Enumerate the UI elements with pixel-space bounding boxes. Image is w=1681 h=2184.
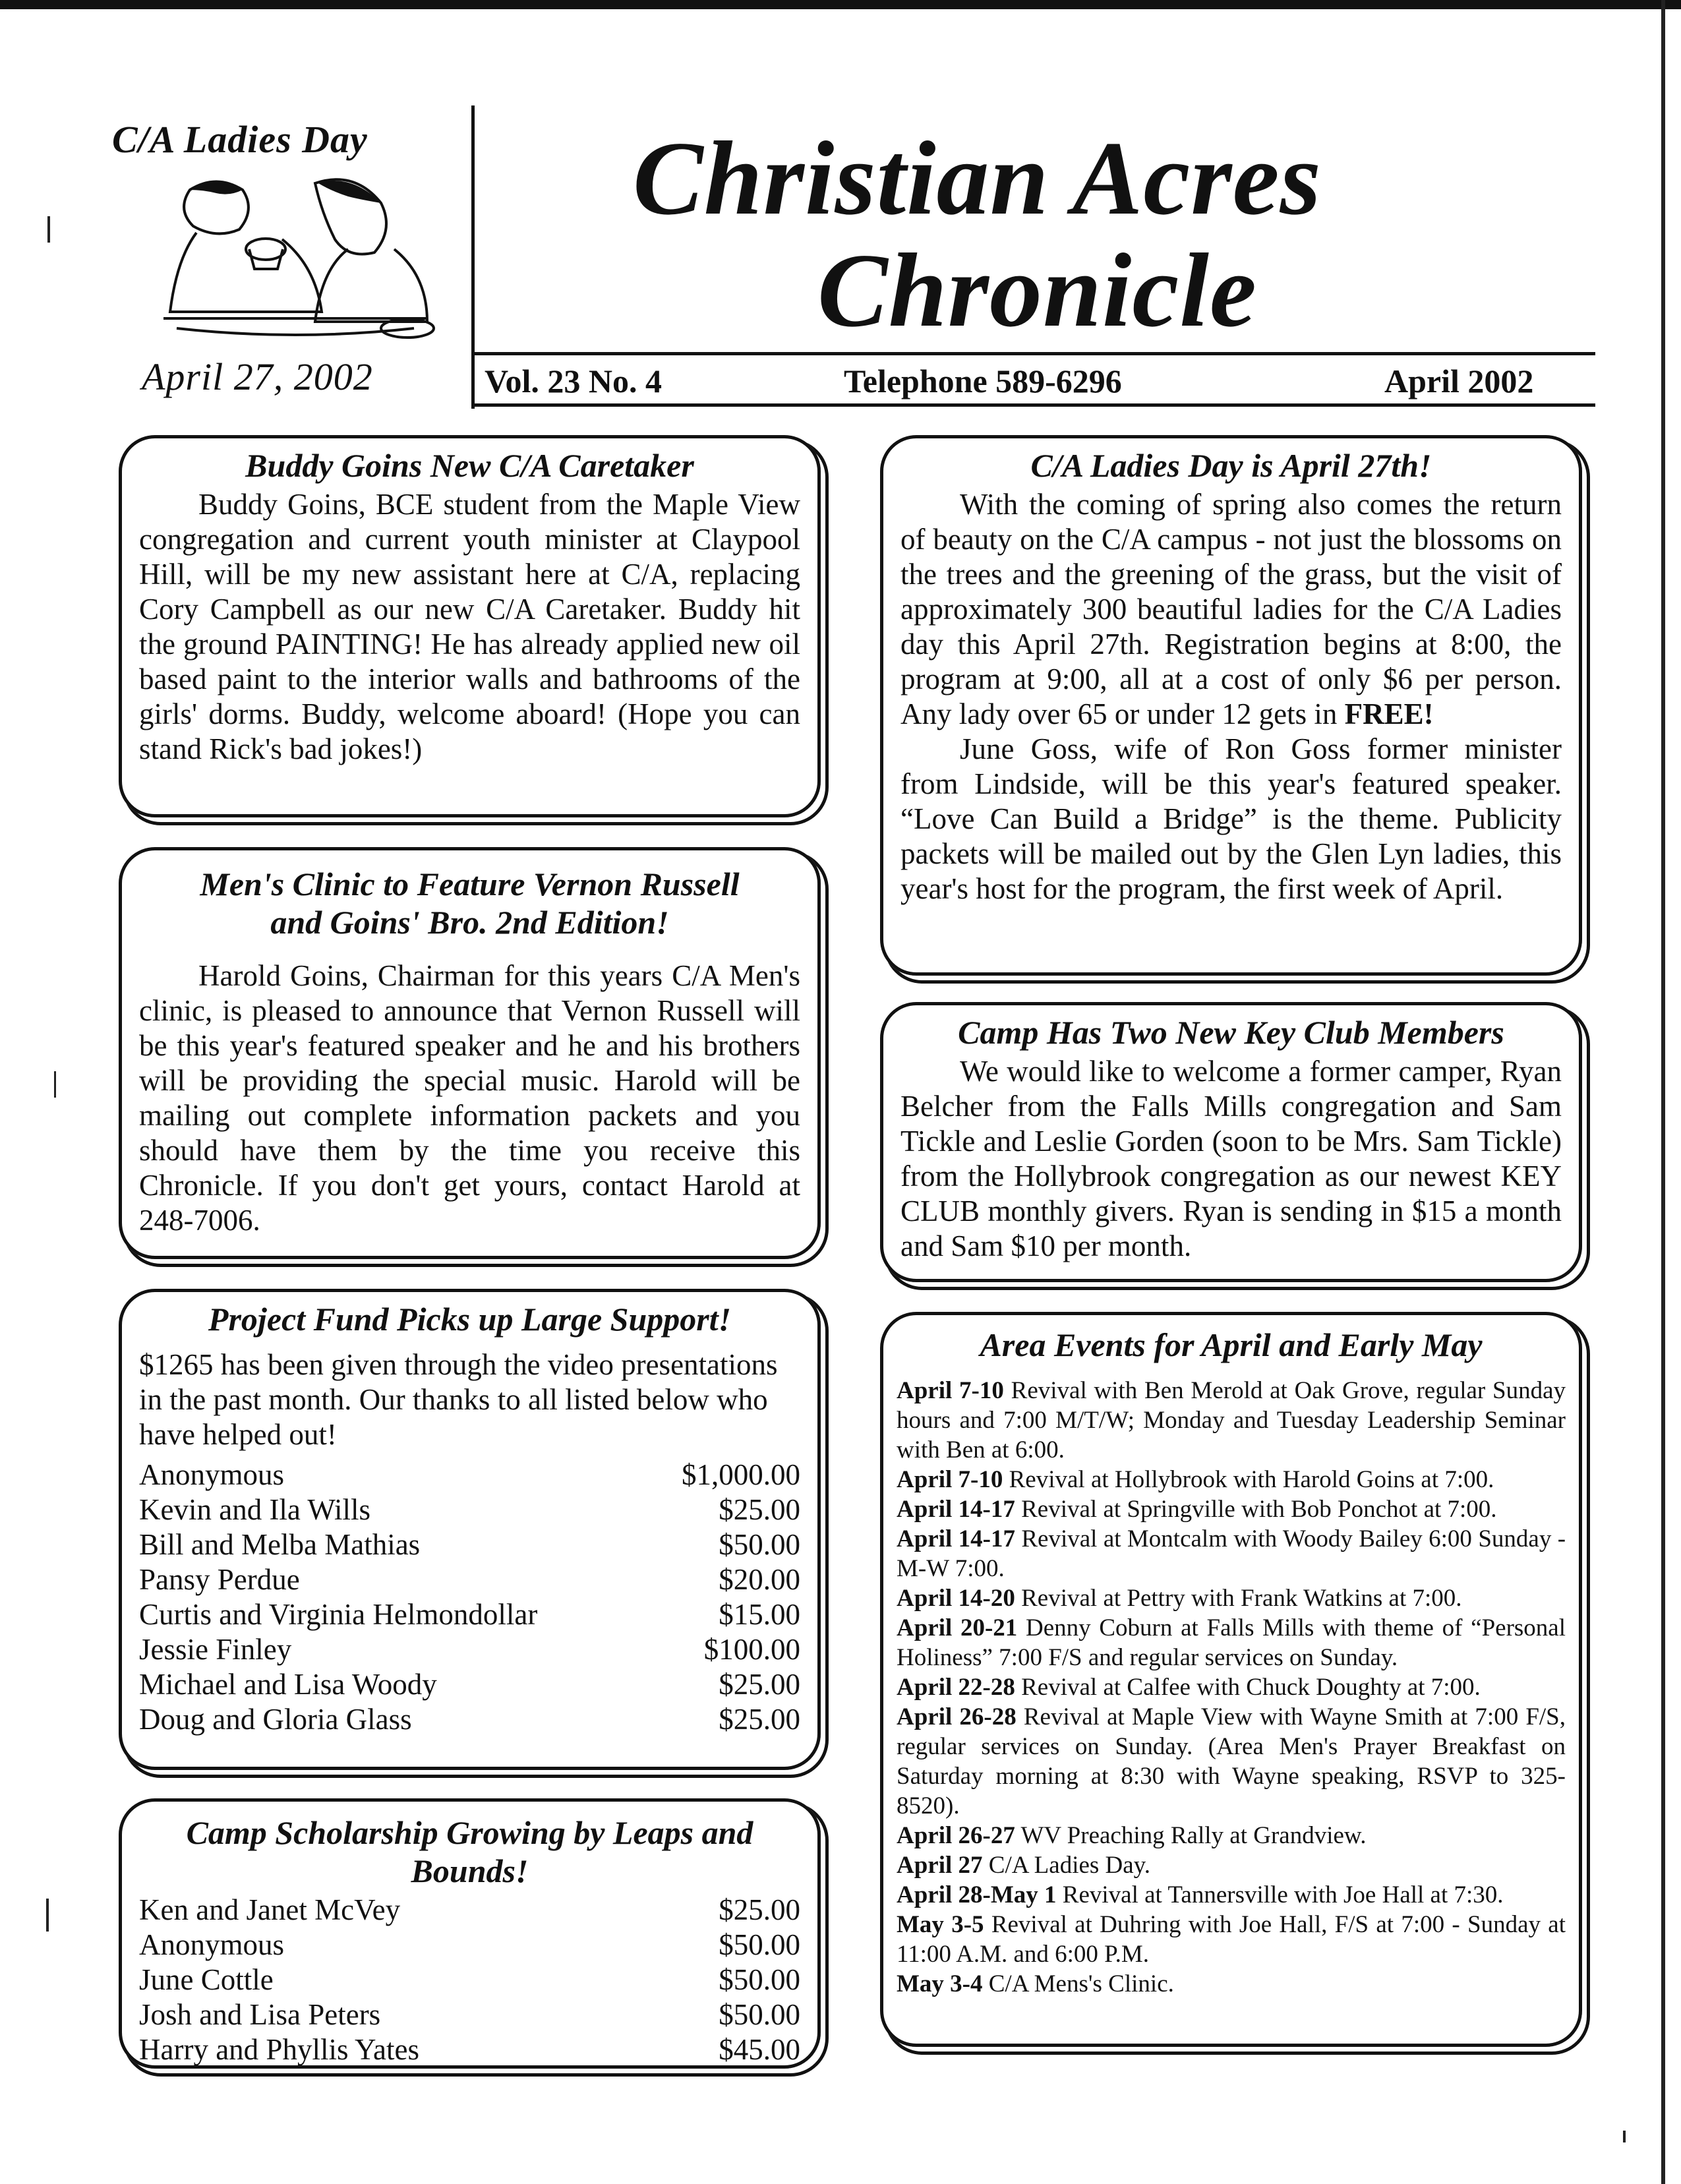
scan-mark xyxy=(54,1071,56,1098)
ladies-day-para1-text: With the coming of spring also comes the return of beauty on the C/A campus - not just the blossoms on the trees and the greening of the grass, but the visit of approximately 300 beautiful ladies for the C/A Ladies day this April 27th. Registration begins at 8:00, the program at 9:00, all at a cost of only $6 per person. Any lady over 65 or under 12 gets in xyxy=(900,488,1562,730)
event-description: Revival at Tannersville with Joe Hall at 7:30. xyxy=(1062,1881,1504,1908)
donor-row xyxy=(139,1702,800,1737)
newsletter-title-line1: Christian Acres xyxy=(633,119,1322,237)
event-date: April 7-10 xyxy=(897,1466,1003,1493)
area-events-title: Area Events for April and Early May xyxy=(980,1326,1483,1363)
donor-name: Ken and Janet McVey xyxy=(139,1893,401,1926)
mens-clinic-title-line1: Men's Clinic to Feature Vernon Russell xyxy=(200,866,740,902)
donor-amount: $25.00 xyxy=(719,1703,800,1736)
donor-name: Harry and Phyllis Yates xyxy=(139,2033,419,2066)
event-description: Revival at Duhring with Joe Hall, F/S at 7:00 - Sunday at 11:00 A.M. and 6:00 P.M. xyxy=(897,1911,1566,1968)
ladies-day-article-title: C/A Ladies Day is April 27th! xyxy=(1030,447,1432,484)
event-item xyxy=(897,1702,1566,1821)
ladies-day-title: C/A Ladies Day xyxy=(112,118,368,161)
donor-amount: $50.00 xyxy=(719,1928,800,1961)
mens-clinic-body: Harold Goins, Chairman for this years C/A Men's clinic, is pleased to announce that Vernon Russell will be this year's featured speaker and he and his brothers will be providing the special music. Harold will be mailing out complete information packets and you should have them by the time you receive this Chronicle. If you don't get yours, contact Harold at 248-7006. xyxy=(139,959,800,1237)
ladies-day-date: April 27, 2002 xyxy=(142,355,373,398)
donor-name: Josh and Lisa Peters xyxy=(139,1998,381,2031)
scan-mark xyxy=(1623,2131,1626,2142)
donor-amount: $25.00 xyxy=(719,1493,800,1526)
scan-mark xyxy=(46,1899,49,1932)
masthead-rule-bottom xyxy=(471,403,1595,407)
donor-row xyxy=(139,1963,800,1997)
caretaker-title: Buddy Goins New C/A Caretaker xyxy=(245,447,694,484)
donor-name: Anonymous xyxy=(139,1928,285,1961)
ladies-tea-illustration xyxy=(150,177,447,351)
donor-amount: $15.00 xyxy=(719,1598,800,1631)
volume-number: Vol. 23 No. 4 xyxy=(485,363,663,399)
donor-row xyxy=(139,1562,800,1597)
event-date: April 22-28 xyxy=(897,1674,1015,1701)
project-fund-title: Project Fund Picks up Large Support! xyxy=(208,1301,732,1338)
project-fund-donor-list xyxy=(139,1458,800,1737)
donor-name: Jessie Finley xyxy=(139,1633,292,1666)
event-description: Revival at Hollybrook with Harold Goins at 7:00. xyxy=(1009,1466,1494,1493)
event-date: April 26-27 xyxy=(897,1822,1015,1849)
event-date: May 3-4 xyxy=(897,1970,983,1997)
donor-amount: $50.00 xyxy=(719,1998,800,2031)
ladies-day-article xyxy=(880,435,1582,976)
donor-amount: $25.00 xyxy=(719,1668,800,1701)
event-date: April 28-May 1 xyxy=(897,1881,1057,1908)
donor-row xyxy=(139,1458,800,1492)
telephone: Telephone 589-6296 xyxy=(844,363,1122,399)
donor-amount: $45.00 xyxy=(719,2033,800,2066)
mens-clinic-title-line2: and Goins' Bro. 2nd Edition! xyxy=(270,904,669,941)
donor-name: June Cottle xyxy=(139,1963,274,1996)
donor-amount: $50.00 xyxy=(719,1963,800,1996)
caretaker-body: Buddy Goins, BCE student from the Maple View congregation and current youth minister at Claypool Hill, will be my new assistant here at C/A, replacing Cory Campbell as our new C/A Caretaker. Buddy hit the ground PAINTING! He has already applied new oil based paint to the interior walls and bathrooms of the girls' dorms. Buddy, welcome aboard! (Hope you can stand Rick's bad jokes!) xyxy=(139,488,800,765)
event-item xyxy=(897,1969,1566,1999)
donor-row xyxy=(139,1928,800,1963)
free-emphasis: FREE! xyxy=(1344,697,1434,730)
donor-row xyxy=(139,1492,800,1527)
donor-name: Doug and Gloria Glass xyxy=(139,1703,412,1736)
donor-row xyxy=(139,1527,800,1562)
event-item xyxy=(897,1524,1566,1583)
event-date: April 26-28 xyxy=(897,1703,1017,1730)
ladies-day-para1 xyxy=(900,487,1562,732)
event-item xyxy=(897,1821,1566,1850)
event-description: Revival at Springville with Bob Ponchot at 7:00. xyxy=(1021,1496,1497,1523)
donor-name: Pansy Perdue xyxy=(139,1563,300,1596)
event-date: April 27 xyxy=(897,1852,983,1879)
scholarship-article xyxy=(119,1798,821,2069)
donor-amount: $50.00 xyxy=(719,1528,800,1561)
event-description: C/A Ladies Day. xyxy=(988,1852,1151,1879)
event-description: WV Preaching Rally at Grandview. xyxy=(1020,1822,1367,1849)
issue-date: April 2002 xyxy=(1384,363,1534,399)
donor-name: Anonymous xyxy=(139,1458,285,1491)
event-description: Revival at Maple View with Wayne Smith at 7:00 F/S, regular services on Sunday. (Area Men's Prayer Breakfast on Saturday morning at 8:30 with Wayne speaking, RSVP to 325-8520). xyxy=(897,1703,1566,1819)
scan-mark xyxy=(47,216,50,243)
event-date: April 7-10 xyxy=(897,1377,1004,1404)
donor-name: Michael and Lisa Woody xyxy=(139,1668,437,1701)
scholarship-title-line2: Bounds! xyxy=(411,1852,529,1889)
masthead-divider xyxy=(471,105,475,409)
donor-row xyxy=(139,2032,800,2067)
event-item xyxy=(897,1494,1566,1524)
donor-amount: $1,000.00 xyxy=(682,1458,800,1491)
donor-name: Bill and Melba Mathias xyxy=(139,1528,421,1561)
event-item xyxy=(897,1910,1566,1969)
event-item xyxy=(897,1613,1566,1672)
donor-amount: $25.00 xyxy=(719,1893,800,1926)
donor-row xyxy=(139,1597,800,1632)
event-item xyxy=(897,1583,1566,1613)
event-date: April 14-17 xyxy=(897,1525,1015,1552)
event-item xyxy=(897,1672,1566,1702)
donor-row xyxy=(139,1667,800,1702)
event-item xyxy=(897,1465,1566,1494)
project-fund-intro: $1265 has been given through the video presentations in the past month. Our thanks to all listed below who have helped out! xyxy=(139,1348,778,1451)
scholarship-donor-list xyxy=(139,1893,800,2067)
masthead-rule-top xyxy=(471,352,1595,355)
event-date: April 14-17 xyxy=(897,1496,1015,1523)
donor-row xyxy=(139,1632,800,1667)
event-item xyxy=(897,1880,1566,1910)
newsletter-title-line2: Chronicle xyxy=(817,231,1257,349)
area-events-list xyxy=(897,1376,1566,1999)
donor-name: Curtis and Virginia Helmondollar xyxy=(139,1598,538,1631)
event-description: Revival with Ben Merold at Oak Grove, regular Sunday hours and 7:00 M/T/W; Monday and Tuesday Leadership Seminar with Ben at 6:00. xyxy=(897,1377,1566,1463)
event-description: Revival at Pettry with Frank Watkins at 7:00. xyxy=(1021,1585,1462,1612)
event-description: Revival at Calfee with Chuck Doughty at 7:00. xyxy=(1021,1674,1481,1701)
event-description: Revival at Montcalm with Woody Bailey 6:00 Sunday - M-W 7:00. xyxy=(897,1525,1566,1582)
scholarship-title-line1: Camp Scholarship Growing by Leaps and xyxy=(186,1814,753,1851)
event-description: C/A Mens's Clinic. xyxy=(988,1970,1174,1997)
caretaker-article xyxy=(119,435,821,817)
key-club-article xyxy=(880,1002,1582,1282)
event-item xyxy=(897,1376,1566,1465)
ladies-day-para2: June Goss, wife of Ron Goss former minister from Lindside, will be this year's featured speaker. “Love Can Build a Bridge” is the theme. Publicity packets will be mailed out by the Glen Lyn ladies, this year's host for the program, the first week of April. xyxy=(900,732,1562,905)
event-date: May 3-5 xyxy=(897,1911,984,1938)
donor-row xyxy=(139,1893,800,1928)
donor-name: Kevin and Ila Wills xyxy=(139,1493,371,1526)
event-date: April 20-21 xyxy=(897,1614,1018,1641)
key-club-title: Camp Has Two New Key Club Members xyxy=(958,1014,1504,1051)
donor-amount: $20.00 xyxy=(719,1563,800,1596)
event-item xyxy=(897,1850,1566,1880)
right-border xyxy=(1661,0,1665,2184)
donor-amount: $100.00 xyxy=(703,1633,800,1666)
project-fund-article xyxy=(119,1289,821,1770)
event-date: April 14-20 xyxy=(897,1585,1015,1612)
key-club-body: We would like to welcome a former camper, Ryan Belcher from the Falls Mills congregation and Sam Tickle and Leslie Gorden (soon to be Mrs. Sam Tickle) from the Hollybrook congregation as our newest KEY CLUB monthly givers. Ryan is sending in $15 a month and Sam $10 per month. xyxy=(900,1055,1562,1262)
area-events-article xyxy=(880,1312,1582,2047)
mens-clinic-article xyxy=(119,847,821,1259)
donor-row xyxy=(139,1997,800,2032)
event-description: Denny Coburn at Falls Mills with theme of “Personal Holiness” 7:00 F/S and regular services on Sunday. xyxy=(897,1614,1566,1671)
top-border xyxy=(0,0,1681,9)
